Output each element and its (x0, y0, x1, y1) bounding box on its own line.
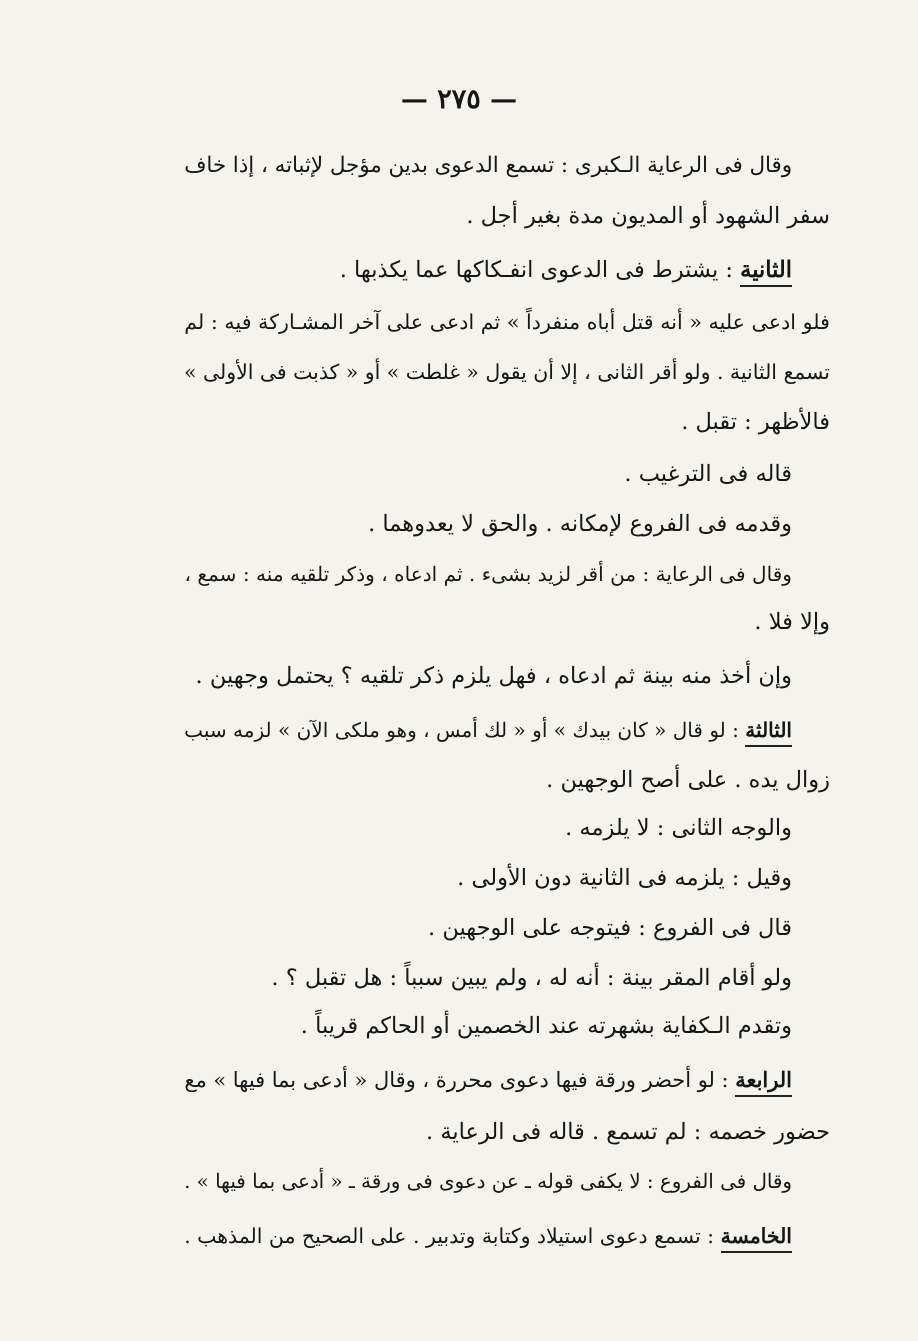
section-keyword: الثانية (740, 255, 792, 287)
paragraph-text: وإن أخذ منه بينة ثم ادعاه ، فهل يلزم ذكر تلقيه ؟ يحتمل وجهين . (195, 663, 792, 689)
page-number: — ٢٧٥ — (400, 84, 518, 115)
paragraph-text: وقال فى الرعاية : من أقر لزيد بشىء . ثم ادعاه ، وذكر تلقيه منه : سمع ، (184, 562, 792, 586)
paragraph-text (184, 1062, 792, 1098)
paragraph-text: والوجه الثانى : لا يلزمه . (565, 815, 792, 841)
paragraph-text-body: : لو قال « كان بيدك » أو « لك أمس ، وهو ملكى الآن » لزمه سبب (184, 718, 739, 742)
paragraph-text: وقال فى الرعاية الـكبرى : تسمع الدعوى بدين مؤجل لإثباته ، إذا خاف (184, 153, 792, 178)
paragraph-text: فالأظهر : تقبل . (681, 409, 830, 435)
paragraph-text-body: : لو أحضر ورقة فيها دعوى محررة ، وقال « أدعى بما فيها » مع (184, 1068, 729, 1092)
paragraph-text: قال فى الفروع : فيتوجه على الوجهين . (428, 915, 792, 941)
paragraph-text: وتقدم الـكفاية بشهرته عند الخصمين أو الحاكم قريباً . (300, 1013, 792, 1039)
paragraph-text (340, 252, 792, 288)
section-keyword: الخامسة (721, 1221, 792, 1253)
paragraph-text: وقدمه فى الفروع لإمكانه . والحق لا يعدوهما . (368, 511, 792, 537)
paragraph-text: حضور خصمه : لم تسمع . قاله فى الرعاية . (426, 1119, 830, 1145)
paragraph-text: وقال فى الفروع : لا يكفى قوله ـ عن دعوى فى ورقة ـ « أدعى بما فيها » . (184, 1170, 792, 1193)
paragraph-text: فلو ادعى عليه « أنه قتل أباه منفرداً » ثم ادعى على آخر المشـاركة فيه : لم (184, 310, 830, 334)
paragraph-text (184, 1218, 792, 1254)
paragraph-text: وإلا فلا . (754, 609, 830, 635)
paragraph-text: قاله فى الترغيب . (624, 461, 792, 487)
section-keyword: الرابعة (735, 1065, 792, 1097)
paragraph-text: ولو أقام المقر بينة : أنه له ، ولم يبين سبباً : هل تقبل ؟ . (271, 965, 792, 991)
paragraph-text: سفر الشهود أو المديون مدة بغير أجل . (466, 203, 830, 229)
paragraph-text: تسمع الثانية . ولو أقر الثانى ، إلا أن يقول « غلطت » أو « كذبت فى الأولى » (184, 360, 830, 384)
paragraph-text (184, 712, 792, 748)
paragraph-text: زوال يده . على أصح الوجهين . (546, 767, 830, 793)
paragraph-text: وقيل : يلزمه فى الثانية دون الأولى . (457, 865, 792, 891)
paragraph-text-body: : تسمع دعوى استيلاد وكتابة وتدبير . على الصحيح من المذهب . (184, 1224, 715, 1248)
section-keyword: الثالثة (745, 715, 792, 747)
paragraph-text-body: : يشترط فى الدعوى انفـكاكها عما يكذبها . (339, 257, 733, 283)
